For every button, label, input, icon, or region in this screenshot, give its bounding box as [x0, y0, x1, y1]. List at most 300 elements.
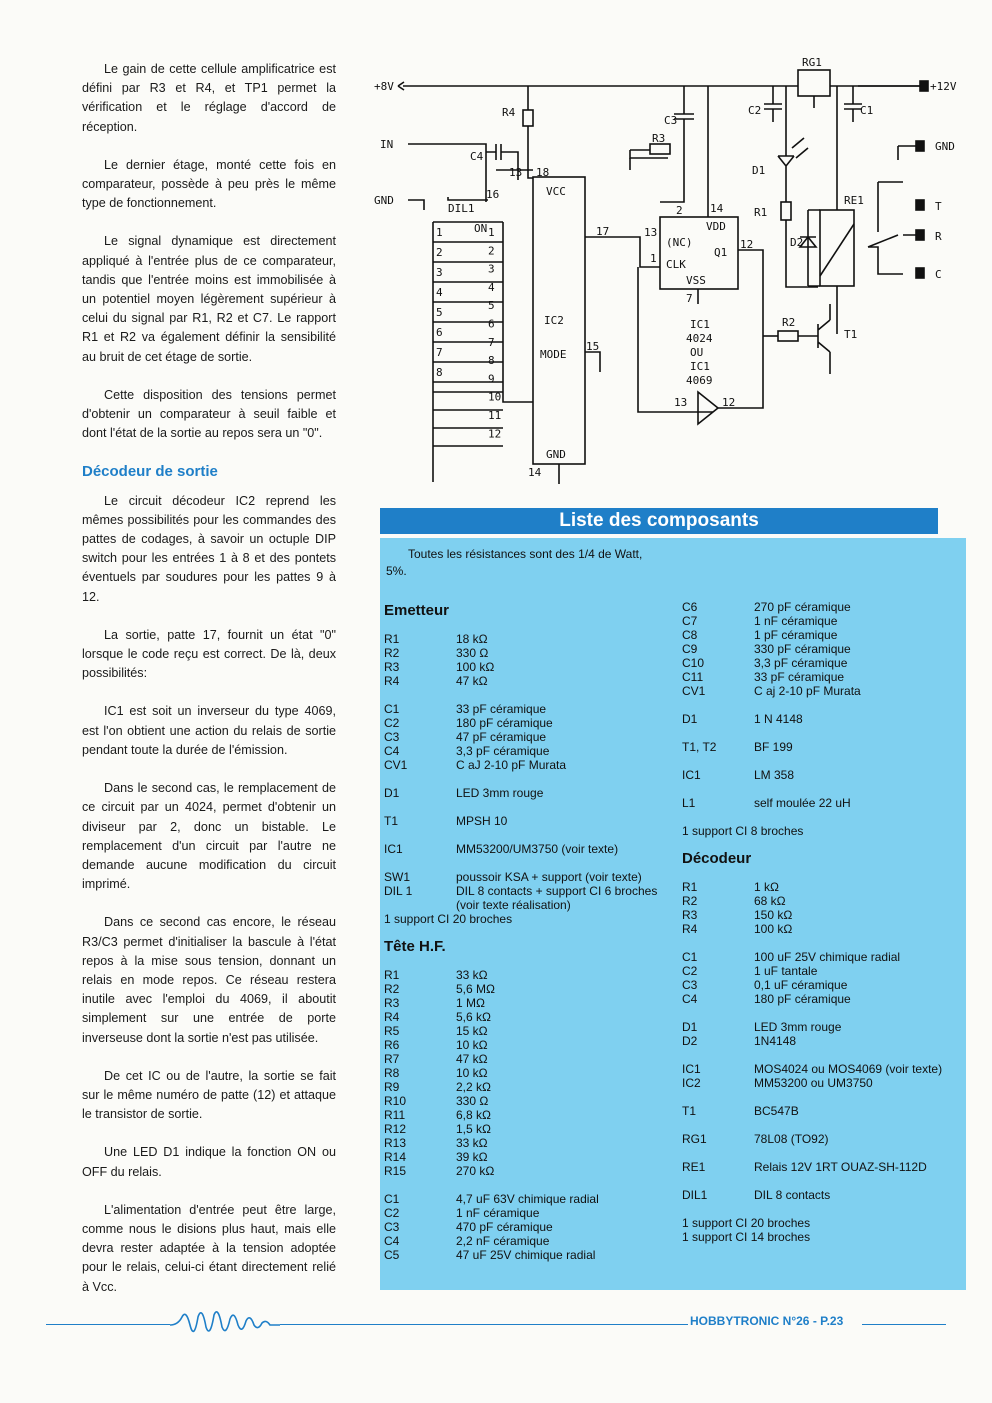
- part-value: 330 pF céramique: [754, 642, 851, 656]
- parts-row: [384, 884, 680, 912]
- section-heading: Décodeur de sortie: [82, 463, 218, 481]
- dip-pin-label: 4: [488, 280, 495, 294]
- parts-group: [682, 1062, 962, 1090]
- part-value: 33 pF céramique: [456, 702, 547, 716]
- parts-row: [384, 730, 680, 744]
- pin-2: 2: [676, 204, 683, 217]
- article-paragraph: Le circuit décodeur IC2 reprend les mêmes possibilités pour les commandes des pattes de codages, à savoir un octuple DIP switch pour les entrées 1 à 8 et des pontets éventuels par soudures pour les pattes 9 à 12.: [82, 493, 336, 604]
- part-value: DIL 8 contacts: [754, 1188, 831, 1202]
- parts-group: [682, 768, 962, 782]
- parts-row: [384, 982, 680, 996]
- parts-group: [682, 1188, 962, 1202]
- article-paragraph: IC1 est soit un inverseur du type 4069, est l'on obtient une action du relais de sortie pendant toute la durée de l'émission.: [82, 704, 336, 757]
- parts-group: [384, 870, 680, 926]
- label-8v: +8V: [374, 80, 394, 93]
- parts-row: [384, 744, 680, 758]
- parts-row: [384, 1206, 680, 1220]
- label-c3: C3: [664, 114, 678, 127]
- part-value: 10 kΩ: [456, 1066, 488, 1080]
- part-value: self moulée 22 uH: [754, 796, 851, 810]
- part-ref: C1: [682, 950, 698, 964]
- parts-row: [384, 1108, 680, 1122]
- part-ref: R5: [384, 1024, 400, 1038]
- part-ref: DIL1: [682, 1188, 708, 1202]
- label-q1: Q1: [714, 246, 728, 259]
- spacer: [682, 754, 962, 768]
- part-value: 1 support CI 14 broches: [682, 1230, 811, 1244]
- part-value: 330 Ω: [456, 646, 489, 660]
- label-out-c: C: [935, 268, 942, 281]
- part-ref: D1: [682, 712, 698, 726]
- parts-list: [380, 538, 966, 1290]
- parts-row: [682, 978, 962, 992]
- part-ref: R1: [384, 632, 400, 646]
- part-value: 1 N 4148: [754, 712, 803, 726]
- part-value: 180 pF céramique: [754, 992, 851, 1006]
- parts-section-title: Emetteur: [384, 602, 450, 619]
- label-out-r: R: [935, 230, 942, 243]
- part-ref: R7: [384, 1052, 400, 1066]
- dip-pin-label: 8: [488, 354, 495, 368]
- parts-row: [682, 642, 962, 656]
- part-value: 4,7 uF 63V chimique radial: [456, 1192, 599, 1206]
- part-ref: R11: [384, 1108, 406, 1122]
- parts-row: [682, 684, 962, 698]
- parts-row: [682, 656, 962, 670]
- part-value: 100 kΩ: [754, 922, 793, 936]
- parts-group: [682, 1020, 962, 1048]
- label-out-t: T: [935, 200, 942, 213]
- parts-group: [384, 786, 680, 800]
- footer-wave-icon: [170, 1305, 280, 1341]
- dip-pin-label: 7: [436, 346, 443, 359]
- footer-rule-left: [46, 1324, 170, 1325]
- part-value: 3,3 pF céramique: [754, 656, 848, 670]
- part-ref: T1, T2: [682, 740, 717, 754]
- part-ref: C4: [384, 1234, 400, 1248]
- spacer: [384, 954, 680, 968]
- parts-row: [682, 824, 962, 838]
- parts-row: [682, 964, 962, 978]
- parts-row: [682, 628, 962, 642]
- parts-group: [682, 1216, 962, 1244]
- part-value: 1 kΩ: [754, 880, 779, 894]
- parts-row: [682, 1160, 962, 1174]
- parts-row: [682, 894, 962, 908]
- spacer: [682, 1118, 962, 1132]
- parts-group: [682, 1132, 962, 1146]
- pin-12c: 12: [722, 396, 736, 409]
- part-ref: R1: [384, 968, 400, 982]
- label-12v: +12V: [930, 80, 957, 93]
- part-ref: T1: [384, 814, 399, 828]
- part-ref: R2: [384, 646, 400, 660]
- part-value: MPSH 10: [456, 814, 508, 828]
- part-value: 2,2 nF céramique: [456, 1234, 550, 1248]
- parts-group: [682, 1160, 962, 1174]
- dip-pin-label: 3: [488, 262, 495, 276]
- parts-row: [384, 1192, 680, 1206]
- pin-18: 18: [536, 166, 550, 179]
- parts-row: [384, 1024, 680, 1038]
- parts-group: [384, 1192, 680, 1262]
- part-ref: C7: [682, 614, 698, 628]
- part-value: LM 358: [754, 768, 795, 782]
- part-value: 33 pF céramique: [754, 670, 845, 684]
- parts-row: [682, 1188, 962, 1202]
- part-ref: C10: [682, 656, 705, 670]
- parts-row: [384, 632, 680, 646]
- spacer: [384, 856, 680, 870]
- parts-row: [384, 646, 680, 660]
- part-value: 47 kΩ: [456, 1052, 488, 1066]
- part-value: 1 support CI 20 broches: [384, 912, 513, 926]
- part-value: C aj 2-10 pF Murata: [754, 684, 861, 698]
- article-paragraph: La sortie, patte 17, fournit un état "0" lorsque le code reçu est correct. De là, deux possibilités:: [82, 627, 336, 681]
- parts-section-title: Tête H.F.: [384, 938, 446, 955]
- parts-row: [384, 1052, 680, 1066]
- article-paragraph: Une LED D1 indique la fonction ON ou OFF du relais.: [82, 1145, 336, 1179]
- parts-row: [682, 1132, 962, 1146]
- part-ref: R1: [682, 880, 698, 894]
- pin-15: 15: [586, 340, 600, 353]
- part-value: 3,3 pF céramique: [456, 744, 550, 758]
- part-value: 18 kΩ: [456, 632, 488, 646]
- part-ref: R13: [384, 1136, 407, 1150]
- part-value: DIL 8 contacts + support CI 6 broches (voir texte réalisation): [456, 884, 658, 912]
- decoder-schematic: [368, 52, 968, 492]
- part-ref: R4: [384, 674, 400, 688]
- parts-row: [384, 996, 680, 1010]
- parts-row: [682, 614, 962, 628]
- parts-row: [384, 842, 680, 856]
- parts-row: [384, 1080, 680, 1094]
- spacer: [682, 1146, 962, 1160]
- dip-pin-label: 11: [488, 409, 502, 422]
- part-ref: D1: [682, 1020, 698, 1034]
- part-ref: RE1: [682, 1160, 706, 1174]
- parts-row: [384, 1038, 680, 1052]
- label-c2: C2: [748, 104, 762, 117]
- part-ref: IC1: [682, 768, 701, 782]
- part-ref: C1: [384, 702, 400, 716]
- spacer: [384, 1262, 680, 1276]
- part-ref: R8: [384, 1066, 400, 1080]
- part-ref: C2: [682, 964, 698, 978]
- parts-row: [682, 908, 962, 922]
- dip-pin-label: 9: [488, 372, 495, 386]
- part-ref: D1: [384, 786, 400, 800]
- pin-12: 12: [740, 238, 754, 251]
- dip-pin-label: 12: [488, 427, 502, 441]
- part-ref: R10: [384, 1094, 407, 1108]
- parts-row: [384, 814, 680, 828]
- parts-group: [682, 796, 962, 810]
- part-ref: DIL 1: [384, 884, 413, 898]
- parts-row: [384, 1094, 680, 1108]
- label-r4: R4: [502, 106, 516, 119]
- parts-row: [384, 912, 680, 926]
- label-mode: MODE: [540, 348, 567, 361]
- parts-row: [384, 660, 680, 674]
- spacer: [682, 698, 962, 712]
- part-ref: T1: [682, 1104, 697, 1118]
- part-ref: IC1: [384, 842, 403, 856]
- article-paragraph: L'alimentation d'entrée peut être large, comme nous le disions plus haut, mais elle devra rester adaptée à la tension adoptée pour le relais, celui-ci étant directement relié à Vcc.: [82, 1202, 336, 1294]
- part-value: 0,1 uF céramique: [754, 978, 848, 992]
- part-ref: C3: [682, 978, 698, 992]
- parts-row: [682, 740, 962, 754]
- parts-group: [384, 842, 680, 856]
- label-r1: R1: [754, 206, 768, 219]
- label-in: IN: [380, 138, 394, 151]
- parts-list-banner: Liste des composants: [380, 508, 938, 534]
- part-value: 2,2 kΩ: [456, 1080, 491, 1094]
- part-value: 100 uF 25V chimique radial: [754, 950, 901, 964]
- spacer: [384, 800, 680, 814]
- spacer: [682, 1202, 962, 1216]
- label-re1: RE1: [844, 194, 864, 207]
- part-value: 33 kΩ: [456, 1136, 488, 1150]
- pin-13: 13: [509, 166, 523, 179]
- part-value: 1 support CI 20 broches: [682, 1216, 811, 1230]
- article-paragraph: Dans le second cas, le remplacement de ce circuit par un 4024, permet d'obtenir un diviseur par 2, donc un bistable. Le remplacement d'un circuit par l'autre ne demande aucune modification du circuit imprimé.: [82, 781, 336, 892]
- part-value: 1,5 kΩ: [456, 1122, 491, 1136]
- parts-row: [682, 1076, 962, 1090]
- part-value: 1 nF céramique: [754, 614, 838, 628]
- parts-section-title: Décodeur: [682, 850, 752, 867]
- parts-row: [384, 1248, 680, 1262]
- label-gnd-right: GND: [935, 140, 955, 153]
- parts-row: [384, 1234, 680, 1248]
- parts-row: [682, 1104, 962, 1118]
- label-ic1-4024: 4024: [686, 332, 713, 345]
- parts-row: [384, 870, 680, 884]
- part-ref: D2: [682, 1034, 698, 1048]
- part-value: 39 kΩ: [456, 1150, 488, 1164]
- pin-13b: 13: [644, 226, 658, 239]
- part-value: BC547B: [754, 1104, 799, 1118]
- part-value: 1 pF céramique: [754, 628, 838, 642]
- spacer: [384, 772, 680, 786]
- part-value: 270 kΩ: [456, 1164, 495, 1178]
- parts-row: [384, 1220, 680, 1234]
- article-paragraph: Cette disposition des tensions permet d'obtenir un comparateur à seuil faible et dont l'état de la sortie au repos sera un "0".: [82, 387, 336, 441]
- pin-17: 17: [596, 225, 610, 238]
- part-value: 100 kΩ: [456, 660, 495, 674]
- dip-pin-label: 5: [488, 299, 495, 313]
- parts-row: [682, 768, 962, 782]
- article-paragraph: Dans ce second cas encore, le réseau R3/C3 permet d'initialiser la bascule à l'état repos à la mise sous tension, donnant un relais en mode repos. Ce réseau restera inutile avec l'emploi du 4069, il aboutit simplement sur une entrée de porte inverseuse dont la sortie n'est pas utilisée.: [82, 915, 336, 1045]
- part-ref: R2: [384, 982, 400, 996]
- pin-14b: 14: [710, 202, 724, 215]
- spacer: [384, 1178, 680, 1192]
- schematic-labels: [374, 56, 957, 479]
- label-r2: R2: [782, 316, 796, 329]
- part-value: LED 3mm rouge: [456, 786, 544, 800]
- label-ou: OU: [690, 346, 704, 359]
- parts-row: [384, 1122, 680, 1136]
- dip-pin-label: 8: [436, 366, 443, 379]
- parts-row: [682, 1230, 962, 1244]
- spacer: [682, 1174, 962, 1188]
- parts-row: [682, 712, 962, 726]
- parts-group: [682, 880, 962, 936]
- part-ref: C3: [384, 1220, 400, 1234]
- parts-column-right: [682, 600, 962, 1258]
- part-value: 1 support CI 8 broches: [682, 824, 804, 838]
- part-ref: R14: [384, 1150, 407, 1164]
- label-nc: (NC): [666, 236, 693, 249]
- parts-note-text: Toutes les résistances sont des 1/4 de Watt, 5%.: [386, 547, 643, 578]
- label-ic1-a: IC1: [690, 318, 710, 331]
- article-paragraph: Le dernier étage, monté cette fois en comparateur, possède à peu près le même type de fonctionnement.: [82, 157, 336, 211]
- dip-pin-label: 6: [436, 326, 443, 339]
- part-value: MOS4024 ou MOS4069 (voir texte): [754, 1062, 943, 1076]
- label-r3: R3: [652, 132, 666, 145]
- parts-column-left: [384, 604, 680, 1276]
- part-value: 1 nF céramique: [456, 1206, 540, 1220]
- parts-group: [682, 824, 962, 838]
- label-vss: VSS: [686, 274, 706, 287]
- parts-row: [384, 716, 680, 730]
- part-ref: C5: [384, 1248, 400, 1262]
- dip-pin-label: 6: [488, 317, 495, 331]
- part-value: 1 MΩ: [456, 996, 485, 1010]
- dip-pin-label: 2: [488, 244, 495, 258]
- label-ic2: IC2: [544, 314, 564, 327]
- part-value: 330 Ω: [456, 1094, 489, 1108]
- pin-13c: 13: [674, 396, 688, 409]
- parts-row: [682, 1020, 962, 1034]
- label-d2: D2: [790, 236, 804, 249]
- pin-16: 16: [486, 188, 500, 201]
- parts-note: [386, 546, 656, 580]
- article-paragraph: De cet IC ou de l'autre, la sortie se fait sur le même numéro de patte (12) et attaque le transistor de sortie.: [82, 1068, 336, 1122]
- part-value: MM53200/UM3750 (voir texte): [456, 842, 619, 856]
- part-value: MM53200 ou UM3750: [754, 1076, 873, 1090]
- label-ic1-4069: 4069: [686, 374, 713, 387]
- parts-group: [682, 1104, 962, 1118]
- part-ref: C8: [682, 628, 698, 642]
- label-gnd-ic2: GND: [546, 448, 566, 461]
- part-value: 33 kΩ: [456, 968, 488, 982]
- pin-14: 14: [528, 466, 542, 479]
- parts-row: [682, 992, 962, 1006]
- part-ref: C1: [384, 1192, 400, 1206]
- part-ref: C2: [384, 1206, 400, 1220]
- part-ref: IC2: [682, 1076, 701, 1090]
- part-value: poussoir KSA + support (voir texte): [456, 870, 642, 884]
- article-paragraph: Le signal dynamique est directement appliqué à l'entrée plus de ce comparateur, tandis que l'entrée moins est immobilisée à un potentiel moyen légèrement supérieur à celui du signal par R1, R2 et C7. Le rapport R1 et R2 va également définir la sensibilité au bruit de cet étage de sortie.: [82, 234, 336, 364]
- spacer: [384, 618, 680, 632]
- label-dil1: DIL1: [448, 202, 475, 215]
- part-ref: C6: [682, 600, 698, 614]
- spacer: [682, 1006, 962, 1020]
- label-c4: C4: [470, 150, 484, 163]
- article-paragraph: Le gain de cette cellule amplificatrice est défini par R3 et R4, et TP1 permet la vérification et le réglage d'accord de réception.: [82, 62, 336, 134]
- parts-row: [384, 1164, 680, 1178]
- dip-pin-label: 1: [488, 226, 495, 239]
- spacer: [682, 782, 962, 796]
- part-ref: C4: [384, 744, 400, 758]
- part-ref: C9: [682, 642, 698, 656]
- article-left-column: [82, 60, 336, 1316]
- dip-right-labels: [488, 226, 501, 440]
- part-ref: CV1: [384, 758, 408, 772]
- parts-row: [682, 950, 962, 964]
- parts-group: [384, 632, 680, 688]
- parts-group: [384, 814, 680, 828]
- label-c1: C1: [860, 104, 874, 117]
- parts-row: [682, 1062, 962, 1076]
- dip-pin-label: 2: [436, 246, 443, 259]
- part-value: 5,6 MΩ: [456, 982, 495, 996]
- parts-row: [682, 670, 962, 684]
- label-d1: D1: [752, 164, 766, 177]
- part-value: 10 kΩ: [456, 1038, 488, 1052]
- part-value: C aJ 2-10 pF Murata: [456, 758, 567, 772]
- part-ref: SW1: [384, 870, 411, 884]
- label-clk: CLK: [666, 258, 686, 271]
- dip-pin-label: 3: [436, 266, 443, 279]
- part-value: 1 uF tantale: [754, 964, 818, 978]
- part-value: 1N4148: [754, 1034, 797, 1048]
- parts-group: [384, 968, 680, 1178]
- dip-pin-label: 1: [436, 226, 443, 239]
- part-value: 47 uF 25V chimique radial: [456, 1248, 596, 1262]
- parts-row: [384, 1136, 680, 1150]
- spacer: [384, 828, 680, 842]
- part-value: 180 pF céramique: [456, 716, 553, 730]
- spacer: [682, 810, 962, 824]
- parts-row: [682, 1034, 962, 1048]
- article-paragraphs-after: [82, 492, 336, 1297]
- spacer: [682, 1090, 962, 1104]
- part-value: 15 kΩ: [456, 1024, 488, 1038]
- label-gnd-left: GND: [374, 194, 394, 207]
- parts-row: [682, 922, 962, 936]
- part-ref: C4: [682, 992, 698, 1006]
- part-value: 78L08 (TO92): [754, 1132, 829, 1146]
- part-ref: L1: [682, 796, 696, 810]
- parts-row: [384, 968, 680, 982]
- part-ref: R3: [384, 660, 400, 674]
- parts-row: [384, 1066, 680, 1080]
- parts-row: [384, 702, 680, 716]
- pin-1: 1: [650, 252, 657, 265]
- spacer: [384, 688, 680, 702]
- parts-row: [682, 1216, 962, 1230]
- part-value: 150 kΩ: [754, 908, 793, 922]
- parts-group: [682, 600, 962, 698]
- parts-row: [384, 1010, 680, 1024]
- part-ref: R12: [384, 1122, 407, 1136]
- part-value: 5,6 kΩ: [456, 1010, 491, 1024]
- parts-row: [682, 880, 962, 894]
- part-ref: R2: [682, 894, 698, 908]
- pin-7: 7: [686, 292, 693, 305]
- parts-group: [682, 712, 962, 726]
- spacer: [682, 726, 962, 740]
- part-ref: R3: [682, 908, 698, 922]
- dip-pin-label: 4: [436, 286, 443, 299]
- part-ref: CV1: [682, 684, 706, 698]
- footer-rule-right: [862, 1324, 946, 1325]
- parts-row: [384, 674, 680, 688]
- parts-group: [384, 702, 680, 772]
- part-value: 270 pF céramique: [754, 600, 851, 614]
